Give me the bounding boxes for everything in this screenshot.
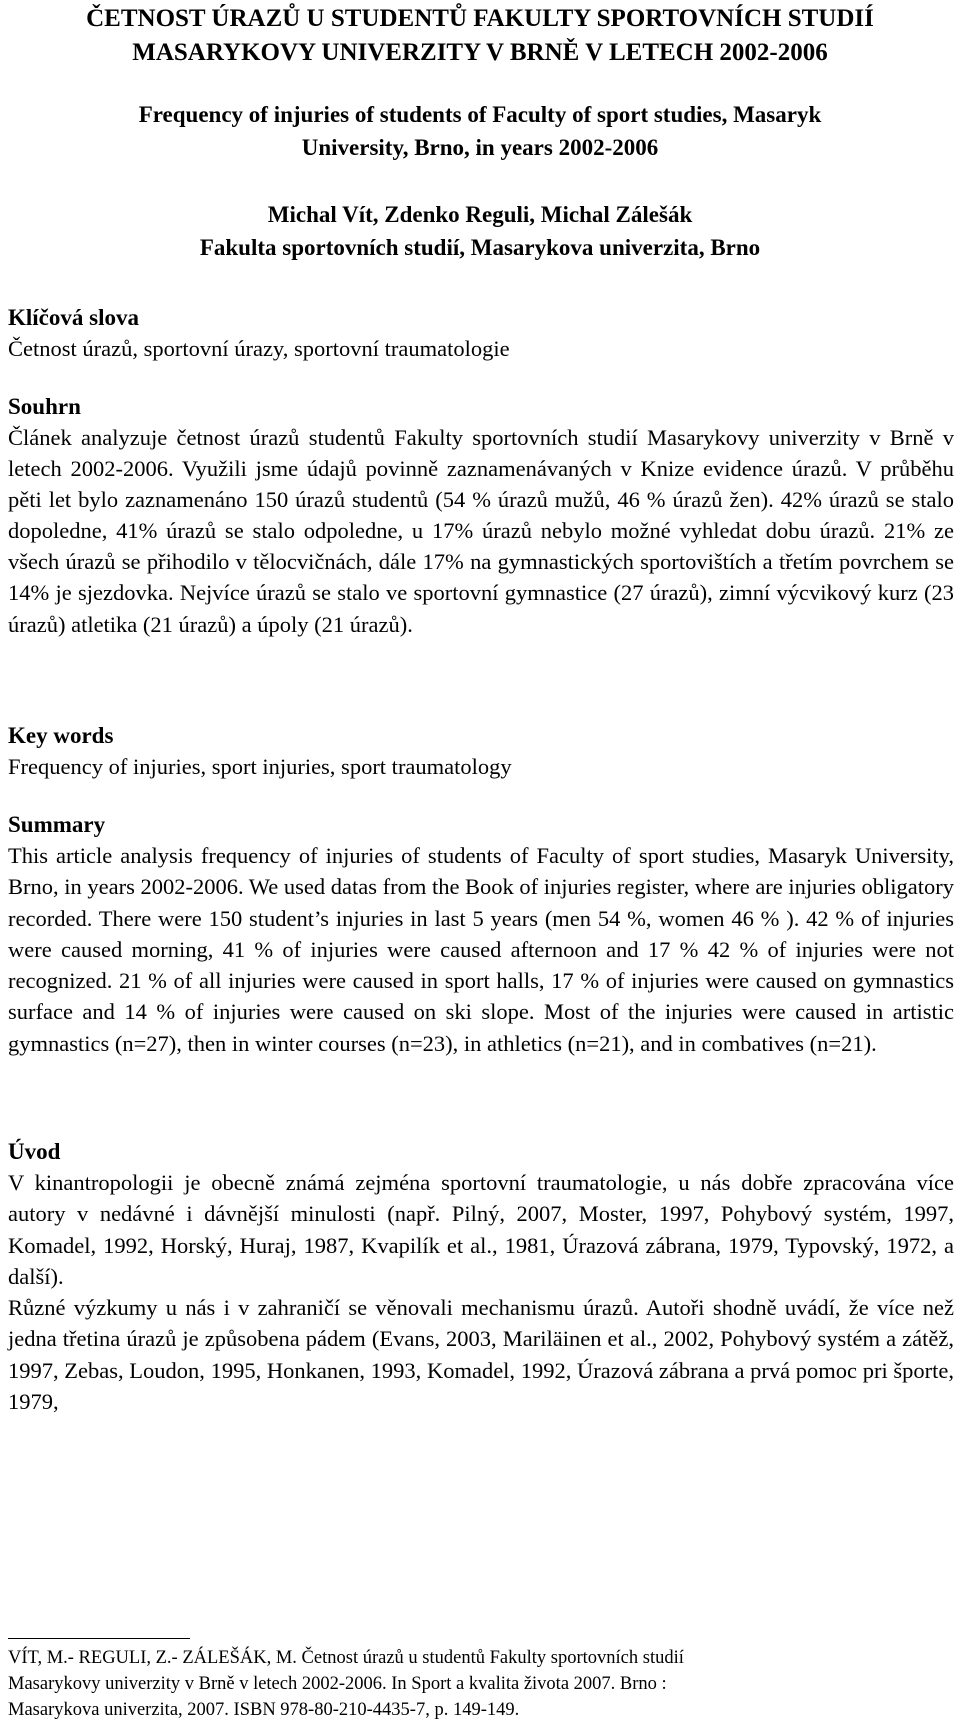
title-en-line2: University, Brno, in years 2002-2006: [301, 135, 659, 160]
keywords-en-section: [8, 720, 954, 782]
intro-section: [8, 1136, 954, 1417]
title-cz-line2: MASARYKOVY UNIVERZITY V BRNĚ V LETECH 2002-2006: [132, 39, 828, 66]
summary-cz-text: Článek analyzuje četnost úrazů studentů Fakulty sportovních studií Masarykovy univerzity v Brně v letech 2002-2006. Využili jsme údajů povinně zaznamenávaných v Knize evidence úrazů. V průběhu pěti let bylo zaznamenáno 150 úrazů studentů (54 % úrazů mužů, 46 % úrazů žen). 42% úrazů se stalo dopoledne, 41% úrazů se stalo odpoledne, u 17% úrazů nebylo možné vyhledat dobu úrazů. 21% ze všech úrazů se přihodilo v tělocvičnách, dále 17% na gymnastických sportovištích a třetím povrchem se 14% je sjezdovka. Nejvíce úrazů se stalo ve sportovní gymnastice (27 úrazů), zimní výcvikový kurz (23 úrazů) atletika (21 úrazů) a úpoly (21 úrazů).: [8, 425, 954, 637]
keywords-en-text: Frequency of injuries, sport injuries, sport traumatology: [8, 754, 512, 779]
title-en: [0, 98, 960, 164]
summary-en-section: [8, 809, 954, 1059]
authors: Michal Vít, Zdenko Reguli, Michal Zálešák: [267, 202, 693, 227]
intro-heading: Úvod: [8, 1139, 61, 1164]
keywords-en-heading: Key words: [8, 723, 114, 748]
citation-footer: [8, 1645, 954, 1723]
citation-line-3: Masarykova univerzita, 2007. ISBN 978-80-210-4435-7, p. 149-149.: [8, 1700, 520, 1720]
summary-cz-section: [8, 391, 954, 640]
keywords-cz-text: Četnost úrazů, sportovní úrazy, sportovní traumatologie: [8, 336, 510, 361]
title-cz-line1: ČETNOST ÚRAZŮ U STUDENTŮ FAKULTY SPORTOVNÍCH STUDIÍ: [86, 5, 874, 32]
title-en-line1: Frequency of injuries of students of Faculty of sport studies, Masaryk: [138, 102, 822, 127]
title-cz: [0, 2, 960, 70]
footnote-rule: [8, 1638, 190, 1639]
keywords-cz-heading: Klíčová slova: [8, 305, 139, 330]
intro-paragraph-1: V kinantropologii je obecně známá zejména sportovní traumatologie, u nás dobře zpracována více autory v nedávné i dávnější minulosti (např. Pilný, 2007, Moster, 1997, Pohybový systém, 1997, Komadel, 1992, Horský, Huraj, 1987, Kvapilík et al., 1981, Úrazová zábrana, 1979, Typovský, 1972, a další).: [8, 1170, 954, 1289]
keywords-cz-section: [8, 302, 954, 364]
affiliation: Fakulta sportovních studií, Masarykova univerzita, Brno: [199, 235, 761, 260]
summary-en-text: This article analysis frequency of injuries of students of Faculty of sport studies, Masaryk University, Brno, in years 2002-2006. We used datas from the Book of injuries register, where are injuries obligatory recorded. There were 150 student’s injuries in last 5 years (men 54 %, women 46 % ). 42 % of injuries were caused morning, 41 % of injuries were caused afternoon and 17 % 42 % of injuries were not recognized. 21 % of all injuries were caused in sport halls, 17 % of injuries were caused on gymnastics surface and 14 % of injuries were caused on ski slope. Most of the injuries were caused in artistic gymnastics (n=27), then in winter courses (n=23), in athletics (n=21), and in combatives (n=21).: [8, 843, 955, 1056]
summary-en-heading: Summary: [8, 812, 106, 837]
author-block: [0, 198, 960, 264]
summary-cz-heading: Souhrn: [8, 394, 81, 419]
citation-line-1: VÍT, M.- REGULI, Z.- ZÁLEŠÁK, M. Četnost úrazů u studentů Fakulty sportovních studií: [8, 1648, 684, 1668]
citation-line-2: Masarykovy univerzity v Brně v letech 2002-2006. In Sport a kvalita života 2007. Brno :: [8, 1674, 667, 1694]
intro-paragraph-2: Různé výzkumy u nás i v zahraničí se věnovali mechanismu úrazů. Autoři shodně uvádí, že více než jedna třetina úrazů je způsobena pádem (Evans, 2003, Mariläinen et al., 2002, Pohybový systém a zátěž, 1997, Zebas, Loudon, 1995, Honkanen, 1993, Komadel, 1992, Úrazová zábrana a prvá pomoc pri športe, 1979,: [8, 1295, 954, 1415]
